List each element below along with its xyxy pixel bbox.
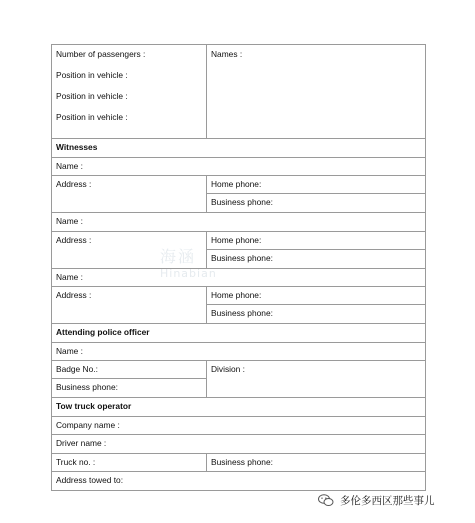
witness-1-address-row <box>52 176 426 213</box>
witness-3-home-phone-field[interactable]: Home phone: <box>207 287 425 305</box>
witnesses-header: Witnesses <box>52 139 426 158</box>
witness-2-address-row <box>52 232 426 269</box>
position-label-1: Position in vehicle : <box>56 70 128 80</box>
passengers-cell[interactable] <box>52 45 207 139</box>
badge-number-field[interactable]: Badge No.: <box>52 361 206 379</box>
witness-1-business-phone-field[interactable]: Business phone: <box>211 197 273 208</box>
truck-number-field[interactable]: Truck no. : <box>52 454 207 473</box>
truck-row <box>52 454 426 473</box>
witness-1-address-field[interactable]: Address : <box>52 176 207 213</box>
wechat-icon <box>318 494 334 507</box>
police-business-phone-field[interactable]: Business phone: <box>56 382 118 393</box>
address-towed-field[interactable]: Address towed to: <box>52 472 426 491</box>
position-label-2: Position in vehicle : <box>56 91 128 101</box>
witness-1-name-field[interactable]: Name : <box>52 158 426 177</box>
witness-2-business-phone-field[interactable]: Business phone: <box>211 252 273 263</box>
names-cell[interactable] <box>207 45 426 139</box>
police-name-field[interactable]: Name : <box>52 343 426 362</box>
names-label: Names : <box>211 49 243 59</box>
driver-name-field[interactable]: Driver name : <box>52 435 426 454</box>
witness-3-business-phone-field[interactable]: Business phone: <box>211 308 273 319</box>
footer-text: 多伦多西区那些事儿 <box>340 495 435 507</box>
witness-1-home-phone-field[interactable]: Home phone: <box>207 176 425 194</box>
watermark-line2: Hinabian <box>160 267 217 280</box>
footer <box>318 493 435 508</box>
passenger-count-label: Number of passengers : <box>56 49 146 59</box>
witness-2-home-phone-field[interactable]: Home phone: <box>207 232 425 250</box>
position-label-3: Position in vehicle : <box>56 112 128 122</box>
accident-report-form <box>51 44 426 491</box>
watermark-line1: 海涵 <box>160 247 197 266</box>
witness-3-address-field[interactable]: Address : <box>52 287 207 324</box>
witness-2-name-field[interactable]: Name : <box>52 213 426 232</box>
police-header: Attending police officer <box>52 324 426 343</box>
witness-3-name-field[interactable]: Name : <box>52 269 426 288</box>
tow-header: Tow truck operator <box>52 398 426 417</box>
police-badge-row <box>52 361 426 398</box>
division-field[interactable]: Division : <box>207 361 426 398</box>
company-name-field[interactable]: Company name : <box>52 417 426 436</box>
witness-2-address-field[interactable]: Address : <box>52 232 207 269</box>
tow-business-phone-field[interactable]: Business phone: <box>207 454 426 473</box>
witness-3-address-row <box>52 287 426 324</box>
passengers-row <box>52 45 426 139</box>
